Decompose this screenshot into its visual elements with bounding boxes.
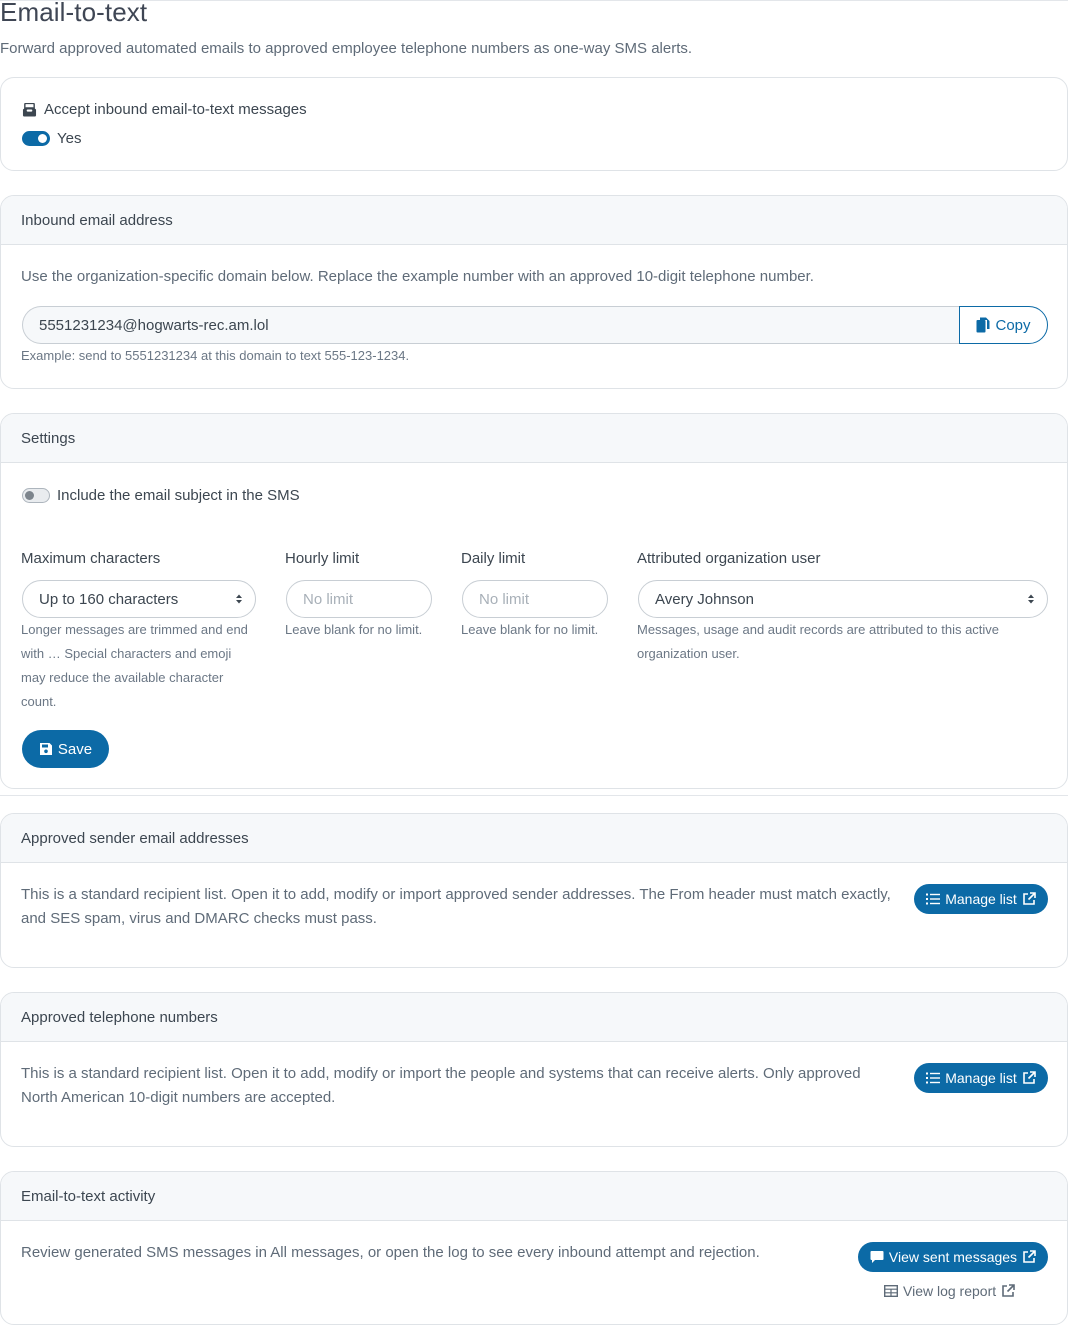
top-divider <box>0 0 1068 1</box>
copy-button-label: Copy <box>995 316 1031 334</box>
inbound-address-field[interactable]: 5551231234@hogwarts-rec.am.lol <box>22 306 960 344</box>
phones-manage-list-label: Manage list <box>945 1070 1017 1086</box>
accept-toggle-label: Yes <box>57 130 82 147</box>
attributed-user-help: Messages, usage and audit records are attributed to this active organization user. <box>637 622 1000 661</box>
list-icon <box>926 1072 940 1084</box>
settings-header: Settings <box>1 414 1067 463</box>
external-link-icon <box>1022 1250 1036 1264</box>
copy-button[interactable] <box>959 306 1048 344</box>
external-link-icon <box>1022 1071 1036 1085</box>
approved-phones-header: Approved telephone numbers <box>1 993 1067 1042</box>
copy-icon <box>976 317 990 333</box>
max-chars-value: Up to 160 characters <box>39 590 179 608</box>
max-chars-help: Longer messages are trimmed and end with … Special characters and emoji may reduce the available character count. <box>21 622 248 709</box>
inbox-icon <box>22 103 37 117</box>
hourly-limit-input[interactable]: No limit <box>286 580 432 618</box>
daily-limit-label: Daily limit <box>461 550 526 567</box>
inbound-example: Example: send to 5551231234 at this domain to text 555-123-1234. <box>21 348 410 363</box>
table-icon <box>884 1285 898 1297</box>
save-button-label: Save <box>57 740 93 758</box>
hourly-limit-label: Hourly limit <box>285 550 360 567</box>
view-log-report-label: View log report <box>903 1283 997 1299</box>
phones-manage-list-button[interactable] <box>914 1063 1048 1093</box>
activity-header: Email-to-text activity <box>1 1172 1067 1221</box>
include-subject-toggle[interactable] <box>22 488 50 503</box>
approved-senders-card <box>0 813 1068 968</box>
external-link-icon <box>1001 1284 1015 1298</box>
save-button[interactable] <box>22 730 109 768</box>
view-sent-messages-label: View sent messages <box>888 1249 1018 1265</box>
activity-description: Review generated SMS messages in All messages, or open the log to see every inbound attempt and rejection. <box>21 1244 760 1261</box>
approved-phones-description: This is a standard recipient list. Open it to add, modify or import the people and systems that can receive alerts. Only approved North American 10-digit numbers are accepted. <box>21 1065 861 1106</box>
page-subtitle: Forward approved automated emails to approved employee telephone numbers as one-way SMS alerts. <box>0 40 693 57</box>
max-chars-label: Maximum characters <box>21 550 161 567</box>
daily-limit-input[interactable]: No limit <box>462 580 608 618</box>
view-sent-messages-button[interactable] <box>858 1242 1048 1272</box>
accept-label: Accept inbound email-to-text messages <box>44 101 307 118</box>
approved-phones-card <box>0 992 1068 1147</box>
include-subject-row <box>22 487 300 504</box>
list-icon <box>926 893 940 905</box>
accept-toggle[interactable] <box>22 131 50 146</box>
daily-limit-help: Leave blank for no limit. <box>461 622 599 637</box>
senders-manage-list-button[interactable] <box>914 884 1048 914</box>
accept-row <box>22 101 307 118</box>
attributed-user-label: Attributed organization user <box>637 550 821 567</box>
external-link-icon <box>1022 892 1036 906</box>
inbound-description: Use the organization-specific domain below. Replace the example number with an approved 10-digit telephone number. <box>21 268 814 285</box>
hourly-limit-help: Leave blank for no limit. <box>285 622 423 637</box>
include-subject-label: Include the email subject in the SMS <box>57 487 300 504</box>
approved-senders-header: Approved sender email addresses <box>1 814 1067 863</box>
message-icon <box>870 1250 884 1264</box>
settings-card <box>0 413 1068 789</box>
max-chars-select[interactable] <box>22 580 256 618</box>
activity-card <box>0 1171 1068 1325</box>
save-icon <box>39 742 53 756</box>
page-title: Email-to-text <box>0 0 148 27</box>
inbound-email-header: Inbound email address <box>1 196 1067 245</box>
inbound-email-card <box>0 195 1068 389</box>
approved-senders-description: This is a standard recipient list. Open it to add, modify or import approved sender addresses. The From header must match exactly, and SES spam, virus and DMARC checks must pass. <box>21 886 891 927</box>
attributed-user-select[interactable] <box>638 580 1048 618</box>
accept-toggle-row <box>22 130 81 147</box>
attributed-user-value: Avery Johnson <box>655 590 754 608</box>
select-caret-icon <box>1027 593 1035 605</box>
accept-card <box>0 77 1068 171</box>
select-caret-icon <box>235 593 243 605</box>
view-log-report-link[interactable] <box>884 1283 1015 1299</box>
senders-manage-list-label: Manage list <box>945 891 1017 907</box>
section-divider <box>0 795 1068 796</box>
